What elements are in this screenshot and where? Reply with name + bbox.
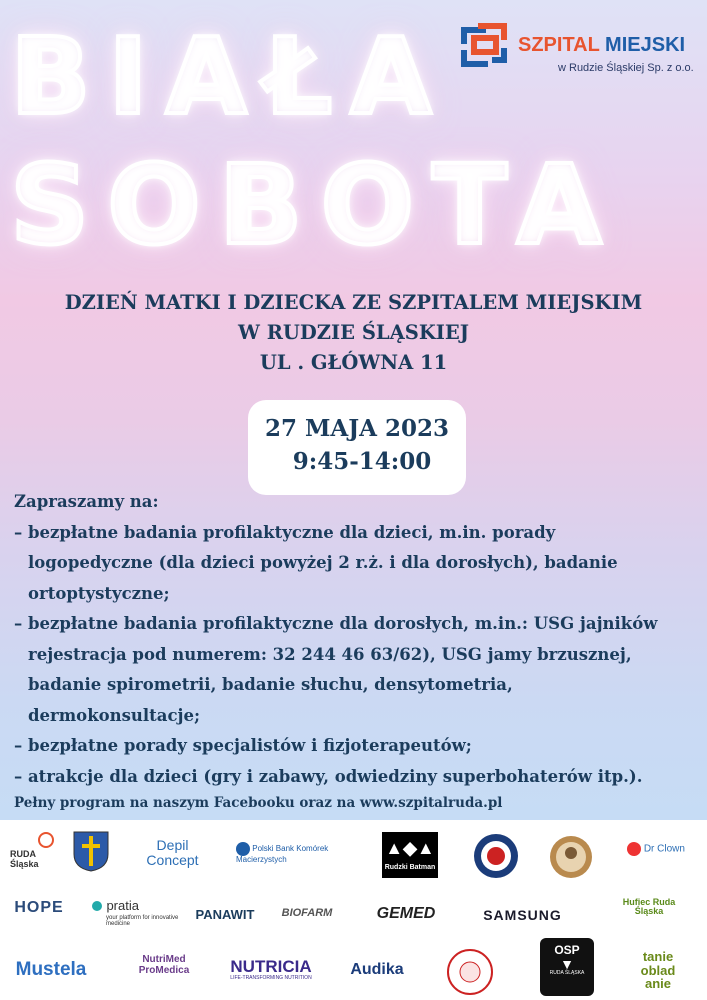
pratia-logo xyxy=(92,898,184,927)
pbkm-text: Polski Bank Komórek Macierzystych xyxy=(236,844,329,864)
headline-line-1: DZIEŃ MATKI I DZIECKA ZE SZPITALEM MIEJSKIM xyxy=(64,291,643,314)
pratia-text: pratia xyxy=(106,898,139,913)
event-date: 27 MAJA 2023 xyxy=(264,415,450,442)
osp-shield-icon: ▼ xyxy=(560,955,574,972)
invite-line: ortoptystyczne; xyxy=(28,583,170,603)
event-headline xyxy=(0,288,707,378)
nutrimed-logo: NutriMed ProMedica xyxy=(138,954,190,976)
title-biala: BIAŁA xyxy=(10,16,450,138)
invite-line: rejestracja pod numerem: 32 244 46 63/62), USG jamy brzusznej, xyxy=(28,644,632,664)
oblad-text: oblad xyxy=(640,962,676,978)
pbkm-dot-icon xyxy=(236,842,250,856)
samsung-logo: SAMSUNG xyxy=(483,907,562,923)
gemed-logo: GEMED xyxy=(376,905,436,922)
audika-logo: Audika xyxy=(350,961,404,978)
ruda-slaska-emblem-icon xyxy=(38,832,54,848)
concept-text: Concept xyxy=(146,851,199,868)
nutricia-tagline: LIFE-TRANSFORMING NUTRITION xyxy=(230,974,312,981)
hospital-subtitle: w Rudzie Śląskiej Sp. z o.o. xyxy=(558,62,694,74)
dental-society-badge-icon xyxy=(446,948,494,996)
event-time: 9:45-14:00 xyxy=(292,448,432,475)
osp-text: OSP xyxy=(554,943,580,957)
invitation-text xyxy=(14,487,704,792)
pratia-tagline: your platform for innovative medicine xyxy=(106,914,179,928)
sponsor-logos xyxy=(0,820,707,1000)
firefighters-badge-icon xyxy=(472,832,520,880)
osp-city-text: RUDA ŚLĄSKA xyxy=(549,970,585,977)
invite-line: badanie spirometrii, badanie słuchu, densytometria, xyxy=(28,675,513,694)
headline-line-2: W RUDZIE ŚLĄSKIEJ xyxy=(238,321,469,344)
invite-intro: Zapraszamy na: xyxy=(14,492,159,511)
invite-line: dermokonsultacje; xyxy=(28,705,201,725)
tanie-text: tanie xyxy=(642,949,674,964)
medal-portrait-icon xyxy=(548,834,594,880)
mustela-logo: Mustela xyxy=(15,959,87,980)
osp-logo xyxy=(540,938,594,996)
hospital-name xyxy=(518,34,685,57)
footer-note: Pełny program na naszym Facebooku oraz na www.szpitalruda.pl xyxy=(14,795,503,811)
pratia-dots-icon xyxy=(92,901,102,911)
panawit-logo: PANAWIT xyxy=(195,907,255,922)
biofarm-logo: BIOFARM xyxy=(281,907,333,919)
depil-text: Depil xyxy=(156,837,189,853)
ruda-slaska-logo xyxy=(10,832,60,869)
clown-nose-icon xyxy=(627,842,641,856)
depil-concept-logo xyxy=(135,838,210,867)
nutricia-text: NUTRICIA xyxy=(230,957,312,976)
tanie-obladanie-logo xyxy=(632,950,684,991)
invite-line: – bezpłatne badania profilaktyczne dla dzieci, m.in. porady xyxy=(14,522,556,542)
hospital-logo xyxy=(456,20,696,80)
invite-line: logopedyczne (dla dzieci powyżej 2 r.ż. i dla dorosłych), badanie xyxy=(28,553,618,572)
rudzki-batman-logo xyxy=(382,832,438,878)
hospital-logo-icon xyxy=(456,22,514,68)
city-coat-of-arms-icon xyxy=(72,830,110,872)
invite-line: – bezpłatne badania profilaktyczne dla dorosłych, m.in.: USG jajników xyxy=(14,614,658,633)
ruda-slaska-text: RUDA Śląska xyxy=(10,849,39,869)
hospital-name-part2: MIEJSKI xyxy=(605,34,686,56)
anie-text: anie xyxy=(644,976,671,992)
invite-line: – atrakcje dla dzieci (gry i zabawy, odwiedziny superbohaterów itp.). xyxy=(14,766,643,786)
date-box xyxy=(248,400,466,495)
title-sobota: SOBOTA xyxy=(10,141,620,269)
dr-clown-text: Dr Clown xyxy=(643,843,685,855)
nutricia-logo xyxy=(226,958,316,981)
headline-line-3: UL . GŁÓWNA 11 xyxy=(259,351,448,374)
dr-clown-logo xyxy=(620,842,692,856)
hufiec-logo: Hufiec Ruda Śląska xyxy=(622,897,676,917)
pbkm-logo xyxy=(236,842,354,864)
hope-logo: HOPE xyxy=(14,899,64,916)
batman-text: Rudzki Batman xyxy=(384,864,436,871)
batman-icon: ▲◆▲ xyxy=(385,838,435,858)
invite-line: – bezpłatne porady specjalistów i fizjoterapeutów; xyxy=(14,736,472,755)
hospital-name-part1: SZPITAL xyxy=(518,34,600,56)
